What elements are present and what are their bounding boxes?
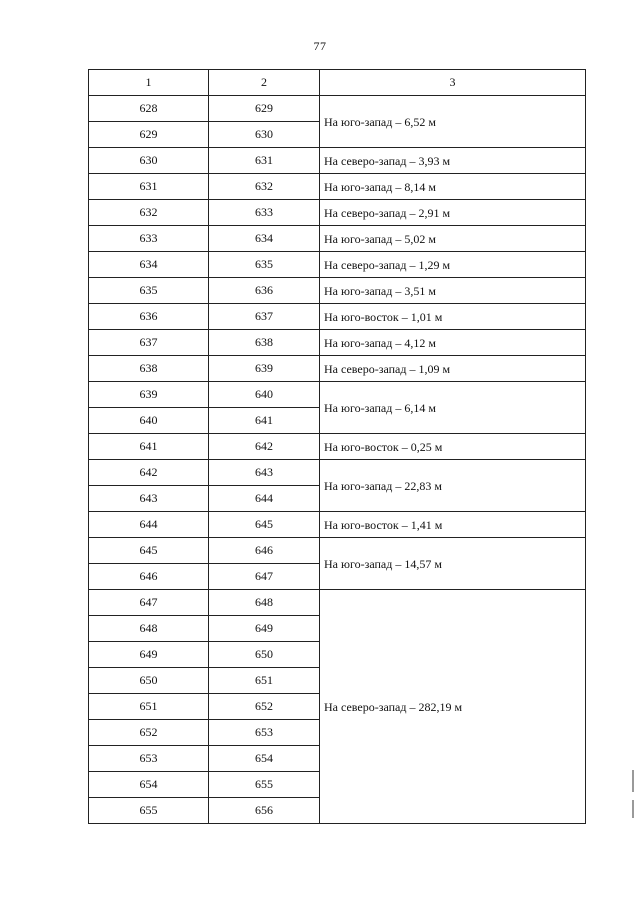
direction-cell: На северо-запад – 2,91 м: [320, 200, 586, 226]
direction-cell: На юго-запад – 3,51 м: [320, 278, 586, 304]
point-to-cell: 649: [209, 616, 320, 642]
table-row: [89, 226, 586, 252]
table-row: [89, 148, 586, 174]
point-from-cell: 634: [89, 252, 209, 278]
point-to-cell: 636: [209, 278, 320, 304]
point-from-cell: 654: [89, 772, 209, 798]
scan-artifact: [632, 800, 634, 818]
point-from-cell: 643: [89, 486, 209, 512]
point-from-cell: 644: [89, 512, 209, 538]
point-from-cell: 648: [89, 616, 209, 642]
point-from-cell: 636: [89, 304, 209, 330]
point-to-cell: 642: [209, 434, 320, 460]
direction-cell: На юго-запад – 4,12 м: [320, 330, 586, 356]
point-from-cell: 630: [89, 148, 209, 174]
direction-cell: На юго-восток – 1,01 м: [320, 304, 586, 330]
direction-cell: На северо-запад – 282,19 м: [320, 590, 586, 824]
boundary-points-table: [88, 69, 586, 824]
table-row: [89, 434, 586, 460]
point-from-cell: 647: [89, 590, 209, 616]
point-to-cell: 652: [209, 694, 320, 720]
table-header: [89, 70, 586, 96]
point-to-cell: 637: [209, 304, 320, 330]
point-to-cell: 648: [209, 590, 320, 616]
table-row: [89, 356, 586, 382]
table-row: [89, 96, 586, 122]
point-to-cell: 634: [209, 226, 320, 252]
point-from-cell: 638: [89, 356, 209, 382]
table-row: [89, 538, 586, 564]
direction-cell: На юго-запад – 6,52 м: [320, 96, 586, 148]
point-to-cell: 631: [209, 148, 320, 174]
table-row: [89, 304, 586, 330]
direction-cell: На юго-восток – 0,25 м: [320, 434, 586, 460]
table-body: [89, 96, 586, 824]
direction-cell: На юго-запад – 22,83 м: [320, 460, 586, 512]
point-from-cell: 655: [89, 798, 209, 824]
table-row: [89, 252, 586, 278]
point-to-cell: 645: [209, 512, 320, 538]
scan-artifact: [632, 770, 634, 792]
point-from-cell: 632: [89, 200, 209, 226]
point-from-cell: 650: [89, 668, 209, 694]
table-row: [89, 174, 586, 200]
direction-cell: На юго-восток – 1,41 м: [320, 512, 586, 538]
table-row: [89, 278, 586, 304]
table-row: [89, 200, 586, 226]
point-from-cell: 652: [89, 720, 209, 746]
point-to-cell: 630: [209, 122, 320, 148]
point-to-cell: 651: [209, 668, 320, 694]
point-to-cell: 653: [209, 720, 320, 746]
point-from-cell: 637: [89, 330, 209, 356]
direction-cell: На юго-запад – 6,14 м: [320, 382, 586, 434]
point-from-cell: 639: [89, 382, 209, 408]
table-row: [89, 590, 586, 616]
direction-cell: На северо-запад – 1,09 м: [320, 356, 586, 382]
header-col-1: 1: [89, 70, 209, 96]
point-from-cell: 640: [89, 408, 209, 434]
point-to-cell: 654: [209, 746, 320, 772]
point-to-cell: 640: [209, 382, 320, 408]
point-from-cell: 629: [89, 122, 209, 148]
point-to-cell: 655: [209, 772, 320, 798]
table-row: [89, 512, 586, 538]
table-row: [89, 330, 586, 356]
point-to-cell: 647: [209, 564, 320, 590]
point-to-cell: 629: [209, 96, 320, 122]
point-to-cell: 639: [209, 356, 320, 382]
point-to-cell: 650: [209, 642, 320, 668]
point-to-cell: 646: [209, 538, 320, 564]
point-to-cell: 644: [209, 486, 320, 512]
point-to-cell: 635: [209, 252, 320, 278]
point-from-cell: 641: [89, 434, 209, 460]
direction-cell: На юго-запад – 8,14 м: [320, 174, 586, 200]
header-col-2: 2: [209, 70, 320, 96]
point-from-cell: 646: [89, 564, 209, 590]
point-from-cell: 631: [89, 174, 209, 200]
table-row: [89, 382, 586, 408]
point-to-cell: 633: [209, 200, 320, 226]
page-number: 77: [313, 39, 327, 53]
point-from-cell: 649: [89, 642, 209, 668]
direction-cell: На северо-запад – 3,93 м: [320, 148, 586, 174]
point-to-cell: 643: [209, 460, 320, 486]
point-from-cell: 645: [89, 538, 209, 564]
header-col-3: 3: [320, 70, 586, 96]
point-to-cell: 656: [209, 798, 320, 824]
point-from-cell: 633: [89, 226, 209, 252]
point-from-cell: 651: [89, 694, 209, 720]
point-from-cell: 642: [89, 460, 209, 486]
direction-cell: На северо-запад – 1,29 м: [320, 252, 586, 278]
point-to-cell: 632: [209, 174, 320, 200]
direction-cell: На юго-запад – 14,57 м: [320, 538, 586, 590]
direction-cell: На юго-запад – 5,02 м: [320, 226, 586, 252]
point-from-cell: 653: [89, 746, 209, 772]
point-from-cell: 635: [89, 278, 209, 304]
table-header-row: [89, 70, 586, 96]
table-row: [89, 460, 586, 486]
point-to-cell: 638: [209, 330, 320, 356]
point-from-cell: 628: [89, 96, 209, 122]
point-to-cell: 641: [209, 408, 320, 434]
